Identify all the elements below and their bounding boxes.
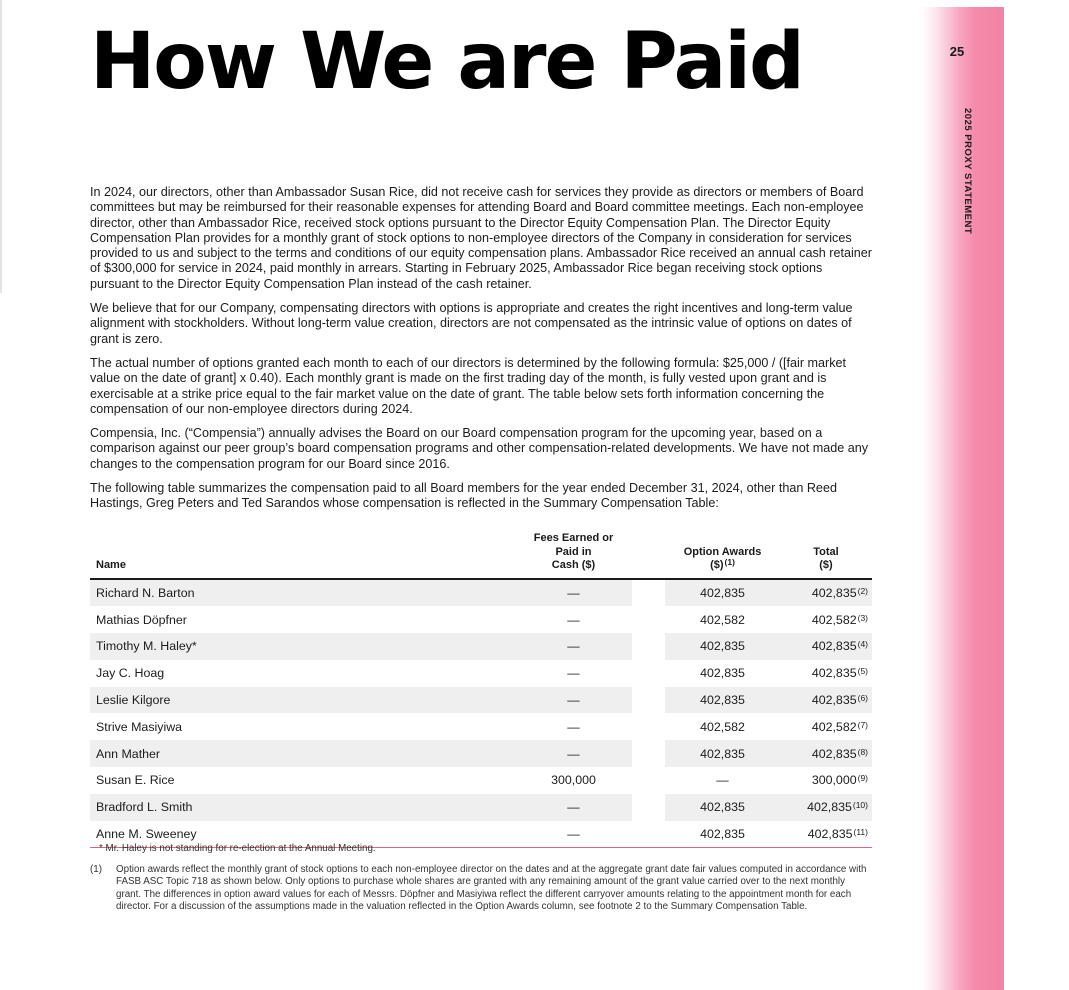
- cell-total: 402,835$^{(5)}$: [811, 666, 868, 681]
- cell-gap: [632, 740, 665, 767]
- cell-gap: [632, 794, 665, 821]
- pink-sidebar: [922, 7, 1004, 990]
- cell-total: 402,835$^{(10)}$: [780, 794, 872, 821]
- director-compensation-table: [90, 532, 872, 848]
- cell-option-awards: 402,835: [665, 794, 780, 821]
- cell-fees: —: [515, 687, 632, 714]
- table-body: [90, 579, 872, 848]
- cell-option-awards: 402,582: [700, 719, 745, 734]
- cell-name: Timothy M. Haley*: [90, 633, 515, 660]
- cell-name: Anne M. Sweeney: [90, 821, 515, 848]
- header-total-line1: Total: [813, 545, 839, 558]
- cell-option-awards: 402,582: [700, 612, 745, 627]
- cell-gap: [632, 633, 665, 660]
- header-total: [780, 532, 872, 579]
- footnote-1: [90, 864, 872, 913]
- cell-total: 402,835$^{(4)}$: [780, 633, 872, 660]
- total-footnote-ref: (6): [857, 693, 868, 704]
- cell-gap: [632, 713, 665, 740]
- table-row: [90, 794, 872, 821]
- header-fees-line2: Cash ($): [551, 559, 596, 571]
- header-options-note: (1): [724, 557, 735, 567]
- header-fees: [515, 532, 632, 579]
- cell-option-awards: 402,835: [665, 687, 780, 714]
- total-footnote-ref: (2): [857, 585, 868, 596]
- total-footnote-ref: (8): [857, 746, 868, 757]
- table-row: [90, 633, 872, 660]
- cell-name: Strive Masiyiwa: [96, 719, 183, 734]
- table-row: [90, 740, 872, 767]
- cell-fees: —: [515, 633, 632, 660]
- page-edge-line: [0, 0, 2, 293]
- body-text: [90, 185, 872, 521]
- header-option-awards: [665, 532, 780, 579]
- cell-option-awards: 402,835: [665, 740, 780, 767]
- table-row: [90, 606, 872, 633]
- footnote-1-text: Option awards reflect the monthly grant of stock options to each non-employee director on the dates and at the aggregate grant date fair values computed in accordance with FASB ASC Topic 718 as shown below. Only options to purchase whole shares are granted with any remaining amount of the grant value carried over to the next monthly grant. The differences in option award values for each of Messrs. Döpfner and Masiyiwa reflect the different carryover amounts relating to the appointment month for each director. For a discussion of the assumptions made in the valuation reflected in the Option Awards column, see footnote 2 to the Summary Compensation Table.: [116, 864, 867, 912]
- cell-fees: —: [567, 612, 580, 627]
- table-row: [90, 660, 872, 687]
- total-footnote-ref: (3): [857, 612, 868, 623]
- cell-gap: [632, 687, 665, 714]
- cell-fees: —: [567, 719, 580, 734]
- cell-fees: —: [515, 579, 632, 607]
- header-total-line2: ($): [819, 559, 833, 571]
- cell-gap: [632, 606, 665, 633]
- total-footnote-ref: (11): [853, 827, 868, 838]
- cell-gap: [632, 660, 665, 687]
- cell-fees: —: [515, 821, 632, 848]
- footnote-star: * Mr. Haley is not standing for re-election at the Annual Meeting.: [99, 843, 376, 854]
- cell-name: Bradford L. Smith: [90, 794, 515, 821]
- cell-name: Leslie Kilgore: [90, 687, 515, 714]
- cell-fees: —: [515, 740, 632, 767]
- page-number: 25: [949, 44, 965, 59]
- cell-gap: [632, 767, 665, 794]
- page-title: How We are Paid: [90, 17, 803, 107]
- cell-total: 402,835$^{(2)}$: [780, 579, 872, 607]
- cell-total: 402,582$^{(7)}$: [811, 719, 868, 734]
- cell-total: 402,582$^{(3)}$: [811, 612, 868, 627]
- total-footnote-ref: (4): [857, 639, 868, 650]
- header-options-line2: ($): [710, 559, 724, 571]
- paragraph-table-intro: The following table summarizes the compensation paid to all Board members for the year ended December 31, 2024, other than Reed Hastings, Greg Peters and Ted Sarandos whose compensation is reflected in the Summary Compensation Table:: [90, 481, 837, 511]
- cell-name: Susan E. Rice: [96, 773, 175, 788]
- footnotes: [90, 843, 872, 913]
- cell-total: 402,835$^{(6)}$: [780, 687, 872, 714]
- cell-name: Mathias Döpfner: [96, 612, 187, 627]
- table-row: [90, 713, 872, 740]
- proxy-statement-label: 2025 PROXY STATEMENT: [962, 108, 973, 235]
- paragraph-director-cash: In 2024, our directors, other than Ambassador Susan Rice, did not receive cash for services they provide as directors or members of Board committees but may be reimbursed for their reasonable expenses for attending Board and Board committee meetings. Each non-employee director, other than Ambassador Rice, received stock options pursuant to the Director Equity Compensation Plan. The Director Equity Compensation Plan provides for a monthly grant of stock options to non-employee directors of the Company in consideration for services provided to us and subject to the terms and conditions of our equity compensation plans. Ambassador Rice received an annual cash retainer of $300,000 for service in 2024, paid monthly in arrears. Starting in February 2025, Ambassador Rice began receiving stock options pursuant to the Director Equity Compensation Plan instead of the cash retainer.: [90, 185, 872, 291]
- paragraph-compensia: Compensia, Inc. (“Compensia”) annually advises the Board on our Board compensation program for the upcoming year, based on a comparison against our peer group’s board compensation programs and other compensation-related developments. We have not made any changes to the compensation program for our Board since 2016.: [90, 426, 869, 471]
- total-footnote-ref: (10): [852, 800, 868, 811]
- header-fees-line1: Fees Earned or Paid in: [533, 532, 614, 558]
- total-footnote-ref: (5): [857, 666, 868, 677]
- total-footnote-ref: (9): [857, 773, 868, 784]
- cell-name: Ann Mather: [90, 740, 515, 767]
- cell-fees: 300,000: [551, 773, 596, 788]
- cell-option-awards: 402,835: [700, 666, 745, 681]
- cell-total: 402,835$^{(8)}$: [780, 740, 872, 767]
- cell-option-awards: 402,835: [665, 633, 780, 660]
- header-options-line1: Option Awards: [683, 545, 762, 558]
- table-header-row: [90, 532, 872, 579]
- cell-total: 300,000$^{(9)}$: [811, 773, 868, 788]
- table-row: [90, 579, 872, 607]
- header-name: Name: [90, 532, 515, 579]
- cell-name: Jay C. Hoag: [96, 666, 165, 681]
- paragraph-grant-formula: The actual number of options granted each month to each of our directors is determined by the following formula: $25,000 / ([fair market value on the date of grant] x 0.40). Each monthly grant is made on the first trading day of the month, is fully vested upon grant and is exercisable at a strike price equal to the fair market value on the date of grant. The table below sets forth information concerning the compensation of our non-employee directors during 2024.: [90, 355, 847, 416]
- total-footnote-ref: (7): [857, 719, 868, 730]
- cell-option-awards: 402,835: [665, 579, 780, 607]
- cell-fees: —: [567, 666, 580, 681]
- footnote-1-number: (1): [90, 864, 102, 876]
- table-row: [90, 687, 872, 714]
- cell-option-awards: —: [716, 773, 729, 788]
- header-gap: [632, 532, 665, 579]
- cell-name: Richard N. Barton: [90, 579, 515, 607]
- cell-fees: —: [515, 794, 632, 821]
- table-row: [90, 767, 872, 794]
- cell-gap: [632, 579, 665, 607]
- cell-option-awards: 402,835: [665, 821, 780, 848]
- cell-total: 402,835$^{(11)}$: [780, 821, 872, 848]
- paragraph-options-rationale: We believe that for our Company, compensating directors with options is appropriate and creates the right incentives and long-term value alignment with stockholders. Without long-term value creation, directors are not compensated as the intrinsic value of options on dates of grant is zero.: [90, 301, 853, 346]
